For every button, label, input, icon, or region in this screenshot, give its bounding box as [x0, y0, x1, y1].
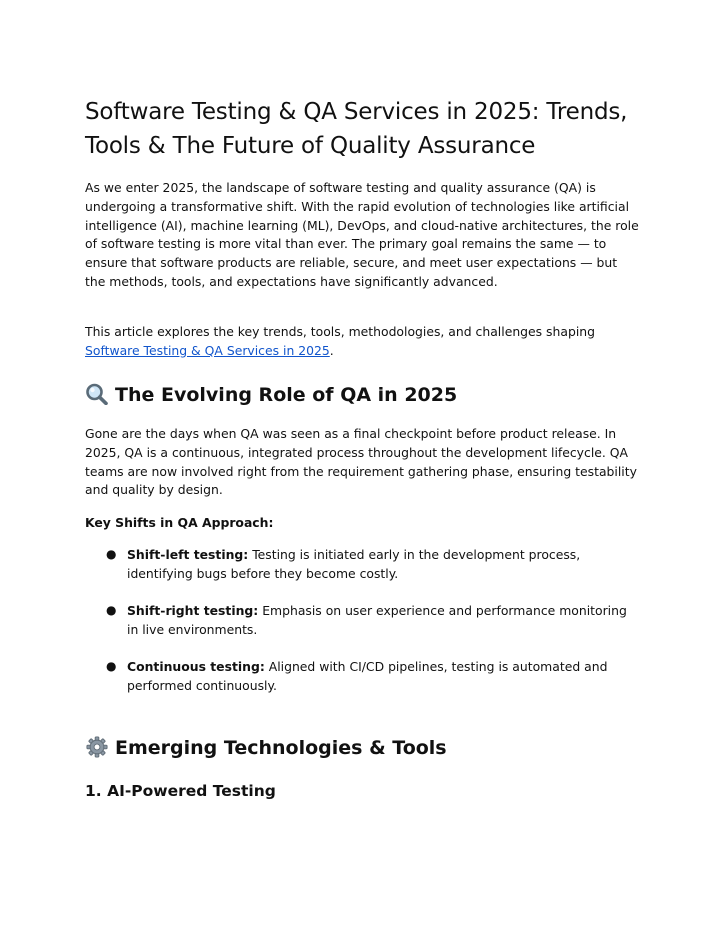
intro-paragraph: As we enter 2025, the landscape of software testing and quality assurance (QA) is undergoing a transformative shift. With the rapid evolution of technologies like artificial intelligence (AI), machine learning (ML), DevOps, and cloud-native architectures, the role of software testing is more vital than ever. The primary goal remains the same — to ensure that software products are reliable, secure, and meet user expectations — but the methods, tools, and expectations have significantly advanced. [85, 180, 639, 289]
section-heading-evolving-role-text: The Evolving Role of QA in 2025 [115, 384, 458, 406]
explore-paragraph [85, 323, 640, 361]
key-shifts-subheading: Key Shifts in QA Approach: [85, 515, 274, 530]
section-heading-evolving-role [85, 382, 457, 408]
bullet-marker: ● [106, 603, 117, 617]
software-testing-link[interactable]: Software Testing & QA Services in 2025 [85, 342, 330, 358]
bullet-text: Aligned with CI/CD pipelines, testing is automated and performed continuously. [127, 659, 608, 693]
bullet-text: Testing is initiated early in the development process, identifying bugs before they become costly. [127, 547, 581, 581]
bullet-term: Shift-left testing: [127, 547, 249, 562]
evolving-role-paragraph: Gone are the days when QA was seen as a final checkpoint before product release. In 2025, QA is a continuous, integrated process throughout the development lifecycle. QA teams are now involved right from the requirement gathering phase, ensuring testability and quality by design. [85, 426, 637, 498]
bullet-marker: ● [106, 547, 117, 561]
list-item [85, 657, 640, 695]
bullet-term: Shift-right testing: [127, 603, 259, 618]
gear-icon [85, 736, 109, 758]
explore-paragraph-end: . [329, 342, 334, 358]
explore-paragraph-text: This article explores the key trends, tools, methodologies, and challenges shaping [85, 324, 595, 339]
bullet-term: Continuous testing: [127, 659, 265, 674]
section-heading-emerging-tech-text: Emerging Technologies & Tools [115, 737, 447, 759]
bullet-text: Emphasis on user experience and performance monitoring in live environments. [127, 603, 627, 637]
list-item [85, 545, 640, 583]
magnifying-glass-icon [85, 383, 109, 405]
ai-powered-testing-heading: 1. AI-Powered Testing [85, 782, 276, 800]
bullet-marker: ● [106, 659, 117, 673]
section-heading-emerging-tech [85, 735, 447, 761]
key-shifts-list [85, 545, 640, 713]
document-title: Software Testing & QA Services in 2025: Trends, Tools & The Future of Quality Assurance [85, 99, 628, 159]
list-item [85, 601, 640, 639]
